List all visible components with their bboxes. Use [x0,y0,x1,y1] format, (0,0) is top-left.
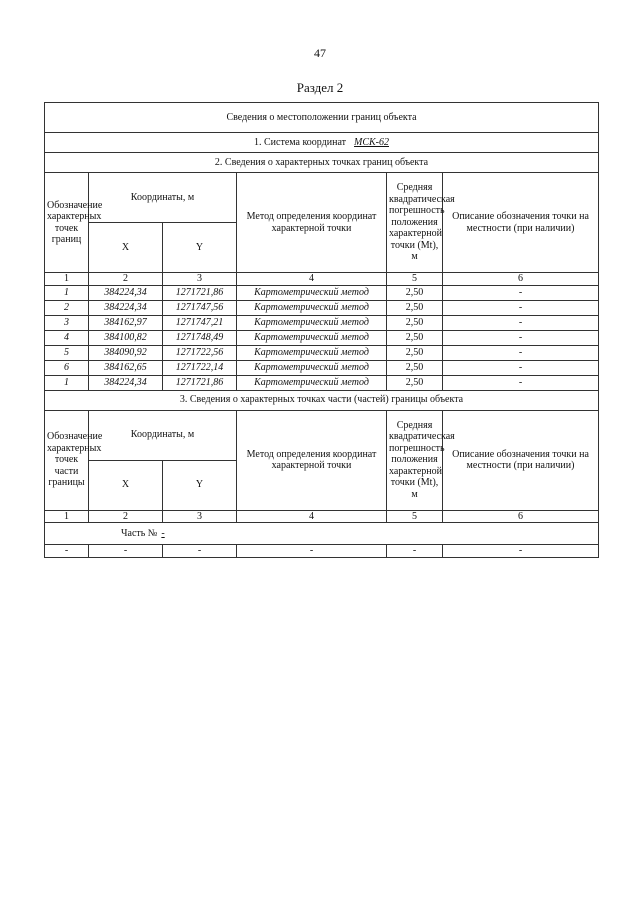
coords-header: Координаты, м [89,173,237,223]
y-header: Y [163,223,237,273]
part-method-header: Метод определения координат характерной точки [237,410,387,510]
method-cell: Картометрический метод [237,330,387,345]
point-header: Обозначение характерных точек границ [45,173,89,273]
coord-system-value: МСК-62 [354,136,389,148]
table-row [45,300,599,315]
part-y-header: Y [163,460,237,510]
description-cell: - [443,285,599,300]
table-title-row [45,103,599,133]
part2-column-numbers: 1 2 3 4 5 6 [45,510,599,523]
table-row [45,315,599,330]
y-cell: 1271721,86 [163,375,237,390]
description-cell: - [443,345,599,360]
accuracy-cell: 2,50 [387,315,443,330]
x-cell: 384224,34 [89,375,163,390]
accuracy-header: Средняя квадратическая погрешность положения характерной точки (Mt), м [387,173,443,273]
part1-title: 2. Сведения о характерных точках границ объекта [45,153,599,173]
accuracy-cell: 2,50 [387,285,443,300]
part-coords-header: Координаты, м [89,410,237,460]
table-row [45,345,599,360]
section-title: Раздел 2 [296,80,344,95]
description-cell: - [443,300,599,315]
part-number: - [161,527,165,539]
part2-title: 3. Сведения о характерных точках части (частей) границы объекта [45,390,599,410]
coord-system-row [45,133,599,153]
description-cell: - [443,375,599,390]
table-row [45,360,599,375]
description-cell: - [443,330,599,345]
method-cell: Картометрический метод [237,360,387,375]
point-cell: 4 [45,330,89,345]
point-cell: 6 [45,360,89,375]
part2-header-row-a [45,410,599,460]
description-cell: - [443,360,599,375]
point-cell: 1 [45,375,89,390]
part-description-header: Описание обозначения точки на местности (при наличии) [443,410,599,510]
table-title: Сведения о местоположении границ объекта [45,103,599,133]
method-cell: Картометрический метод [237,285,387,300]
x-cell: 384224,34 [89,285,163,300]
accuracy-cell: 2,50 [387,330,443,345]
page-number: 47 [314,46,326,60]
table-row [45,330,599,345]
point-cell: 3 [45,315,89,330]
coord-system-label: 1. Система координат [253,136,347,148]
accuracy-cell: 2,50 [387,375,443,390]
point-cell: 1 [45,285,89,300]
accuracy-cell: 2,50 [387,345,443,360]
y-cell: 1271747,56 [163,300,237,315]
description-cell: - [443,315,599,330]
accuracy-cell: 2,50 [387,300,443,315]
part1-column-numbers: 1 2 3 4 5 6 [45,273,599,286]
table-row [45,375,599,390]
part2-empty-row: - - - - - - [45,545,599,558]
table-row [45,285,599,300]
x-header: X [89,223,163,273]
boundary-table [44,102,599,558]
y-cell: 1271722,14 [163,360,237,375]
x-cell: 384162,97 [89,315,163,330]
part-label: Часть № [121,527,158,539]
part2-title-row [45,390,599,410]
part1-data-rows [45,285,599,390]
point-cell: 5 [45,345,89,360]
x-cell: 384224,34 [89,300,163,315]
part-point-header: Обозначение характерных точек части границы [45,410,89,510]
part1-header-row-a [45,173,599,223]
method-cell: Картометрический метод [237,315,387,330]
x-cell: 384162,65 [89,360,163,375]
part-number-row [45,523,599,545]
part-x-header: X [89,460,163,510]
description-header: Описание обозначения точки на местности (при наличии) [443,173,599,273]
y-cell: 1271722,56 [163,345,237,360]
y-cell: 1271747,21 [163,315,237,330]
part1-title-row [45,153,599,173]
point-cell: 2 [45,300,89,315]
accuracy-cell: 2,50 [387,360,443,375]
part-accuracy-header: Средняя квадратическая погрешность положения характерной точки (Mt), м [387,410,443,510]
method-cell: Картометрический метод [237,345,387,360]
x-cell: 384090,92 [89,345,163,360]
y-cell: 1271748,49 [163,330,237,345]
method-cell: Картометрический метод [237,300,387,315]
x-cell: 384100,82 [89,330,163,345]
method-cell: Картометрический метод [237,375,387,390]
method-header: Метод определения координат характерной точки [237,173,387,273]
y-cell: 1271721,86 [163,285,237,300]
